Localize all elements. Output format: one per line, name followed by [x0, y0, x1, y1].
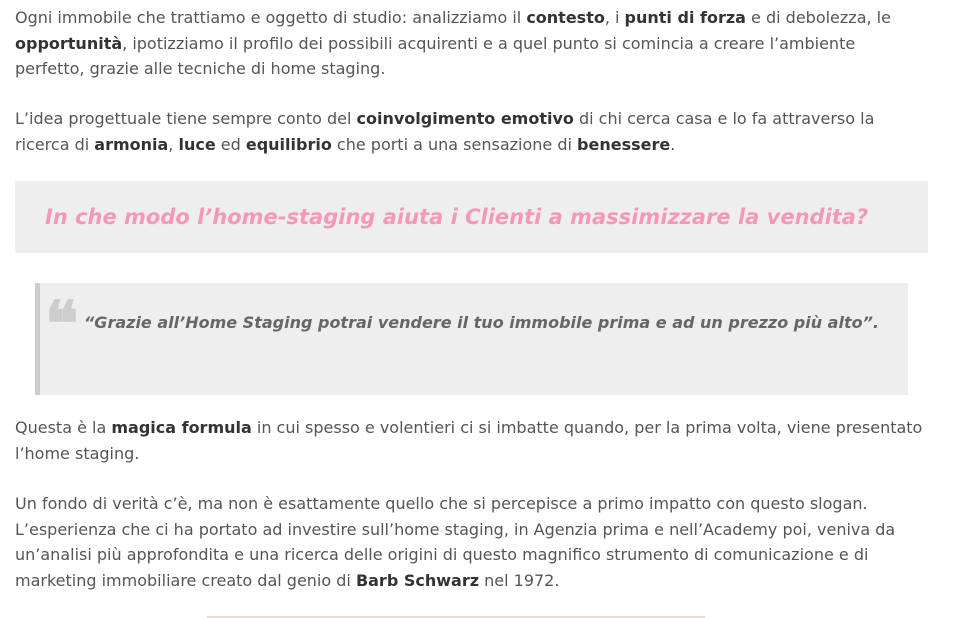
- bold-text: coinvolgimento emotivo: [356, 109, 574, 128]
- text: in cui spesso e volentieri ci si imbatte quando, per la prima volta, viene presentato l’home staging.: [15, 418, 923, 463]
- text: di chi cerca casa e lo fa attraverso la ricerca di: [15, 109, 875, 154]
- text: , ipotizziamo il profilo dei possibili acquirenti e a quel punto si comincia a creare l’ambiente perfetto, grazie alle tecniche di home staging.: [15, 33, 856, 78]
- quote-text: “Grazie all’Home Staging potrai vendere il tuo immobile prima e ad un prezzo più alto”.: [84, 313, 879, 332]
- bold-text: luce: [178, 134, 216, 154]
- section-heading-box: [15, 181, 928, 253]
- text: Questa è la: [15, 418, 112, 437]
- bold-text: benessere: [577, 134, 671, 154]
- paragraph-design-idea: [15, 106, 915, 157]
- bold-text: punti di forza: [624, 8, 746, 27]
- paragraph-magic-formula: [15, 415, 935, 466]
- text: , i: [604, 8, 625, 27]
- bold-text: opportunità: [15, 33, 123, 53]
- bold-text: armonia: [94, 134, 169, 154]
- text: ,: [168, 134, 179, 154]
- text: .: [670, 134, 676, 154]
- text: L’idea progettuale tiene sempre conto del: [15, 109, 357, 128]
- text: e di debolezza, le: [745, 8, 891, 27]
- bold-text: contesto: [526, 8, 605, 27]
- blockquote: [35, 283, 908, 395]
- paragraph-intro: [15, 5, 915, 82]
- bold-text: magica formula: [111, 418, 252, 437]
- text: Ogni immobile che trattiamo e oggetto di studio: analizziamo il: [15, 8, 527, 27]
- text: che porti a una sensazione di: [331, 134, 578, 154]
- text: nel 1972.: [479, 570, 560, 590]
- quote-icon: ❝: [45, 287, 79, 360]
- bold-text: equilibrio: [245, 134, 332, 154]
- paragraph-experience: [15, 491, 935, 593]
- text: ed: [215, 134, 246, 154]
- section-heading: In che modo l’home-staging aiuta i Clienti a massimizzare la vendita?: [45, 205, 869, 229]
- bold-text: Barb Schwarz: [355, 570, 480, 590]
- text: Un fondo di verità c’è, ma non è esattamente quello che si percepisce a primo impatto con questo slogan. L’esperienza che ci ha portato ad investire sull’home staging, in Agenzia prima e nell’Academy poi, veniva da un’analisi più approfondita e una ricerca delle origini di questo magnifico strumento di comunicazione e di marketing immobiliare creato dal genio di: [15, 494, 896, 590]
